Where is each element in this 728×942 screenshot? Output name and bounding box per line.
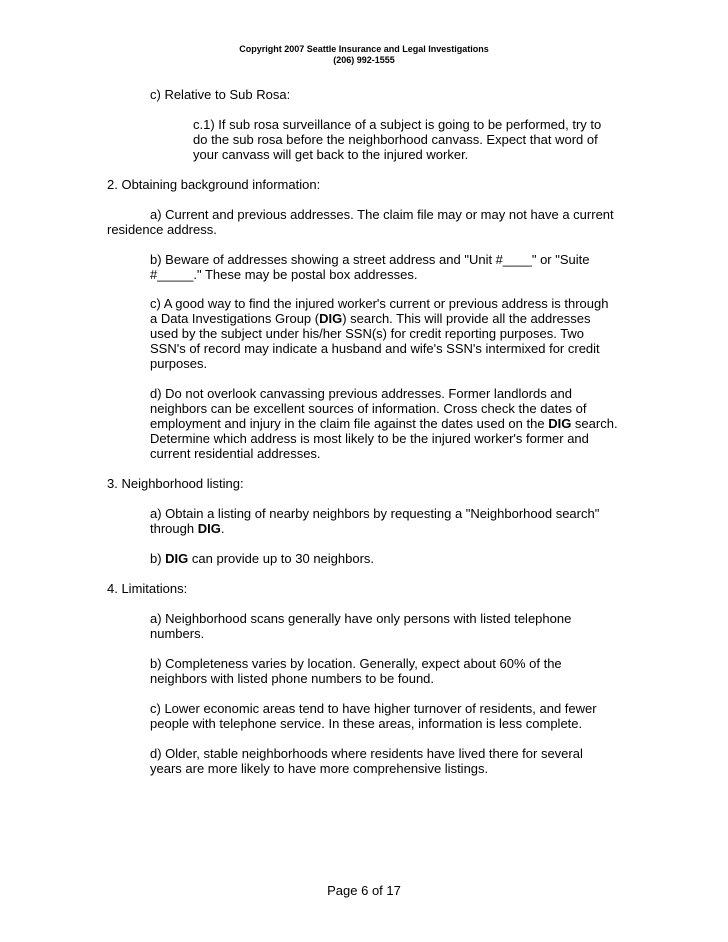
item-c1-line1: c.1) If sub rosa surveillance of a subject is going to be performed, try to bbox=[193, 117, 602, 132]
item-4c-line2: people with telephone service. In these areas, information is less complete. bbox=[150, 716, 583, 731]
item-2b-line1: b) Beware of addresses showing a street address and "Unit #____" or "Suite bbox=[150, 252, 590, 267]
dig-bold: DIG bbox=[548, 416, 572, 431]
page-number: Page 6 of 17 bbox=[327, 883, 401, 898]
item-4b-line2: neighbors with listed phone numbers to be found. bbox=[150, 671, 435, 686]
item-2c-line1: c) A good way to find the injured worker's current or previous address is through bbox=[150, 296, 609, 311]
item-4b-line1: b) Completeness varies by location. Generally, expect about 60% of the bbox=[150, 656, 562, 671]
item-4c-line1: c) Lower economic areas tend to have higher turnover of residents, and fewer bbox=[150, 701, 597, 716]
item-2a-line1: a) Current and previous addresses. The claim file may or may not have a current bbox=[150, 207, 614, 222]
header-phone: (206) 992-1555 bbox=[333, 55, 395, 65]
item-2d-line4: Determine which address is most likely to be the injured worker's former and bbox=[150, 431, 589, 446]
item-2d-line2: neighbors can be excellent sources of information. Cross check the dates of bbox=[150, 401, 587, 416]
item-3b: b) DIG can provide up to 30 neighbors. bbox=[150, 551, 375, 566]
item-2c-line3: used by the subject under his/her SSN(s) for credit reporting purposes. Two bbox=[150, 326, 585, 341]
item-3a-line1: a) Obtain a listing of nearby neighbors by requesting a "Neighborhood search" bbox=[150, 506, 600, 521]
item-2d-line1: d) Do not overlook canvassing previous addresses. Former landlords and bbox=[150, 386, 572, 401]
item-c-relative: c) Relative to Sub Rosa: bbox=[150, 87, 291, 102]
dig-bold: DIG bbox=[319, 311, 343, 326]
item-2b-line2: #_____." These may be postal box addresses. bbox=[150, 267, 418, 282]
item-4a-line1: a) Neighborhood scans generally have only persons with listed telephone bbox=[150, 611, 572, 626]
section-2-title: 2. Obtaining background information: bbox=[107, 177, 321, 192]
item-2c-line4: SSN's of record may indicate a husband and wife's SSN's intermixed for credit bbox=[150, 341, 600, 356]
item-2c-line5: purposes. bbox=[150, 356, 208, 371]
dig-bold: DIG bbox=[165, 551, 189, 566]
item-c1-line2: do the sub rosa before the neighborhood canvass. Expect that word of bbox=[193, 132, 598, 147]
item-4a-line2: numbers. bbox=[150, 626, 205, 641]
item-2c-line2: a Data Investigations Group (DIG) search. This will provide all the addresses bbox=[150, 311, 591, 326]
item-3a-line2: through DIG. bbox=[150, 521, 225, 536]
section-3-title: 3. Neighborhood listing: bbox=[107, 476, 244, 491]
item-4d-line2: years are more likely to have more comprehensive listings. bbox=[150, 761, 489, 776]
item-2d-line3: employment and injury in the claim file against the dates used on the DIG search. bbox=[150, 416, 618, 431]
item-2d-line5: current residential addresses. bbox=[150, 446, 321, 461]
item-2a-line2: residence address. bbox=[107, 222, 217, 237]
item-c1-line3: your canvass will get back to the injured worker. bbox=[193, 147, 469, 162]
section-4-title: 4. Limitations: bbox=[107, 581, 188, 596]
item-4d-line1: d) Older, stable neighborhoods where residents have lived there for several bbox=[150, 746, 583, 761]
dig-bold: DIG bbox=[197, 521, 221, 536]
header-copyright: Copyright 2007 Seattle Insurance and Legal Investigations bbox=[239, 44, 489, 54]
